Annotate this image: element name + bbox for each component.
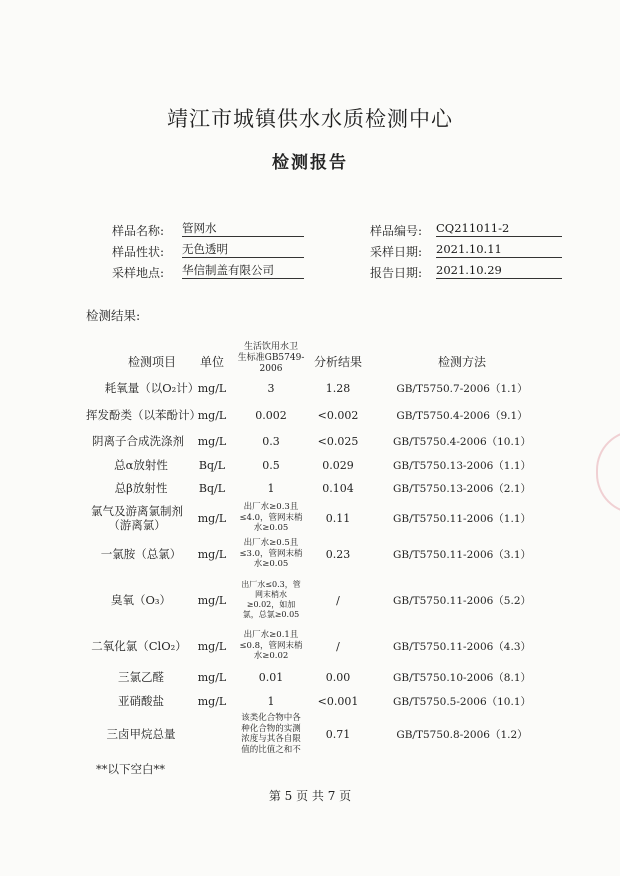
row-unit: mg/L bbox=[197, 434, 227, 448]
table-row bbox=[0, 628, 620, 664]
row-item: 三卤甲烷总量 bbox=[106, 727, 176, 741]
row-method: GB/T5750.13-2006（2.1） bbox=[392, 482, 532, 495]
header-standard-line2: 生标准GB5749- bbox=[237, 353, 305, 363]
table-row bbox=[0, 574, 620, 626]
page-number: 第 5 页 共 7 页 bbox=[268, 789, 352, 803]
row-result: / bbox=[336, 639, 340, 653]
row-result: <0.025 bbox=[317, 434, 359, 448]
table-row bbox=[0, 500, 620, 536]
table-row bbox=[0, 400, 620, 430]
row-unit: mg/L bbox=[197, 547, 227, 561]
row-result: <0.002 bbox=[317, 408, 359, 422]
row-item: 氯气及游离氯制剂（游离氯） bbox=[91, 504, 183, 532]
row-standard: 0.01 bbox=[258, 670, 284, 684]
sample-name-label: 样品名称: bbox=[112, 224, 165, 238]
row-method: GB/T5750.11-2006（1.1） bbox=[392, 512, 532, 525]
row-result: 0.11 bbox=[325, 511, 351, 525]
row-method: GB/T5750.4-2006（10.1） bbox=[392, 435, 532, 448]
sample-no-label: 样品编号: bbox=[370, 224, 423, 238]
row-method: GB/T5750.10-2006（8.1） bbox=[392, 671, 532, 684]
row-result: 0.104 bbox=[322, 481, 354, 495]
results-label: 检测结果: bbox=[86, 308, 141, 323]
report-subtitle: 检测报告 bbox=[272, 153, 348, 173]
row-result: 0.00 bbox=[325, 670, 351, 684]
row-standard: 出厂水≤0.3，管网末梢水≥0.02，如加氯，总氯≥0.05 bbox=[241, 580, 301, 619]
row-standard: 3 bbox=[267, 381, 275, 395]
row-unit: mg/L bbox=[197, 694, 227, 708]
sampling-date-label: 采样日期: bbox=[370, 245, 423, 259]
row-unit: mg/L bbox=[197, 670, 227, 684]
row-item: 总β放射性 bbox=[114, 481, 168, 495]
row-standard: 1 bbox=[267, 694, 275, 708]
end-note: **以下空白** bbox=[96, 762, 165, 776]
header-result: 分析结果 bbox=[313, 355, 362, 369]
sampling-place-label: 采样地点: bbox=[112, 266, 165, 280]
sample-no-value: CQ211011-2 bbox=[436, 221, 562, 237]
table-row bbox=[0, 454, 620, 476]
row-method: GB/T5750.5-2006（10.1） bbox=[392, 695, 532, 708]
table-row bbox=[0, 712, 620, 756]
row-item: 挥发酚类（以苯酚计） bbox=[86, 408, 201, 422]
row-item: 阴离子合成洗涤剂 bbox=[92, 434, 184, 448]
row-method: GB/T5750.7-2006（1.1） bbox=[396, 382, 528, 395]
row-standard: 0.3 bbox=[262, 434, 280, 448]
table-row bbox=[0, 666, 620, 688]
header-standard-line1: 生活饮用水卫 bbox=[243, 342, 298, 352]
table-row bbox=[0, 430, 620, 452]
sample-property-label: 样品性状: bbox=[112, 245, 165, 259]
row-standard: 该类化合物中各种化合物的实测浓度与其各自限值的比值之和不 bbox=[241, 713, 301, 755]
header-standard bbox=[232, 342, 310, 375]
row-item: 臭氧（O₃） bbox=[110, 593, 172, 607]
row-item: 二氧化氯（ClO₂） bbox=[91, 639, 187, 653]
row-unit bbox=[192, 712, 232, 756]
table-row bbox=[0, 377, 620, 399]
row-unit: mg/L bbox=[197, 639, 227, 653]
header-item: 检测项目 bbox=[127, 355, 176, 369]
row-unit: mg/L bbox=[197, 381, 227, 395]
row-item: 一氯胺（总氯） bbox=[100, 547, 182, 561]
row-unit: mg/L bbox=[197, 408, 227, 422]
row-result: <0.001 bbox=[317, 694, 359, 708]
report-title: 靖江市城镇供水水质检测中心 bbox=[167, 107, 453, 131]
report-date-label: 报告日期: bbox=[370, 266, 423, 280]
row-unit: Bq/L bbox=[198, 458, 226, 472]
row-unit: mg/L bbox=[197, 593, 227, 607]
row-item: 亚硝酸盐 bbox=[118, 694, 164, 708]
row-method: GB/T5750.11-2006（3.1） bbox=[392, 548, 532, 561]
sampling-date-value: 2021.10.11 bbox=[436, 242, 562, 258]
row-standard: 出厂水≥0.1且≤0.8，管网末梢水≥0.02 bbox=[239, 630, 303, 662]
sample-property-value: 无色透明 bbox=[182, 242, 304, 258]
row-item: 耗氧量（以O₂计） bbox=[104, 381, 200, 395]
row-standard: 1 bbox=[267, 481, 275, 495]
row-standard: 0.5 bbox=[262, 458, 280, 472]
row-item: 三氯乙醛 bbox=[118, 670, 164, 684]
header-unit: 单位 bbox=[199, 355, 224, 369]
header-standard-line3: 2006 bbox=[259, 364, 283, 374]
row-unit: Bq/L bbox=[198, 481, 226, 495]
table-row bbox=[0, 690, 620, 712]
row-result: 1.28 bbox=[325, 381, 351, 395]
row-result: 0.029 bbox=[322, 458, 354, 472]
table-row bbox=[0, 536, 620, 572]
row-method: GB/T5750.4-2006（9.1） bbox=[396, 409, 528, 422]
row-method: GB/T5750.11-2006（5.2） bbox=[392, 594, 532, 607]
row-method: GB/T5750.13-2006（1.1） bbox=[392, 459, 532, 472]
row-result: 0.23 bbox=[325, 547, 351, 561]
row-standard: 出厂水≥0.3且≤4.0，管网末梢水≥0.05 bbox=[239, 502, 303, 534]
row-standard: 0.002 bbox=[255, 408, 287, 422]
header-method: 检测方法 bbox=[437, 355, 486, 369]
row-method: GB/T5750.11-2006（4.3） bbox=[392, 640, 532, 653]
row-result: / bbox=[336, 593, 340, 607]
row-method: GB/T5750.8-2006（1.2） bbox=[396, 728, 528, 741]
row-item: 总α放射性 bbox=[114, 458, 168, 472]
row-result: 0.71 bbox=[325, 727, 351, 741]
table-row bbox=[0, 477, 620, 499]
sample-name-value: 管网水 bbox=[182, 221, 304, 237]
row-standard: 出厂水≥0.5且≤3.0，管网末梢水≥0.05 bbox=[239, 538, 303, 570]
report-date-value: 2021.10.29 bbox=[436, 263, 562, 279]
row-unit: mg/L bbox=[197, 511, 227, 525]
sampling-place-value: 华信制盖有限公司 bbox=[182, 263, 304, 279]
